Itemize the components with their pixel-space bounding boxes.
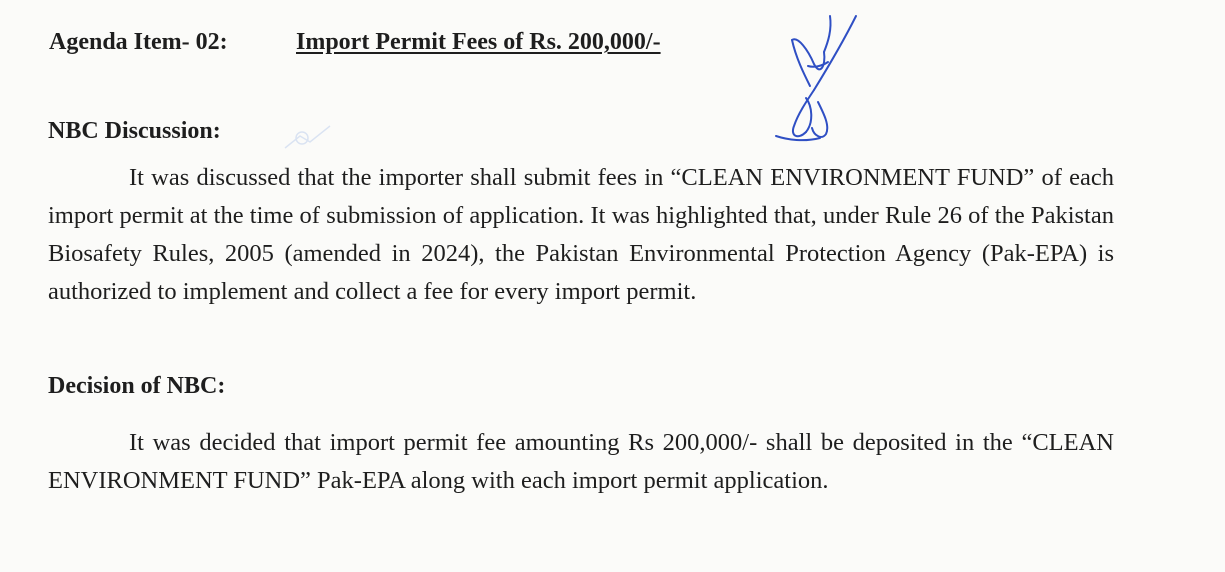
handwritten-signature	[768, 6, 868, 146]
faint-stamp-mark	[280, 118, 340, 158]
discussion-paragraph: It was discussed that the importer shall submit fees in “CLEAN ENVIRONMENT FUND” of each import permit at the time of submission of application. It was highlighted that, under Rule 26 of the Pakistan Biosafety Rules, 2005 (amended in 2024), the Pakistan Environmental Protection Agency (Pak-EPA) is authorized to implement and collect a fee for every import permit.	[48, 164, 1114, 305]
discussion-heading: NBC Discussion:	[48, 118, 221, 144]
agenda-item-title: Import Permit Fees of Rs. 200,000/-	[296, 29, 661, 55]
agenda-item-label: Agenda Item- 02:	[49, 29, 228, 55]
decision-paragraph: It was decided that import permit fee amounting Rs 200,000/- shall be deposited in the “CLEAN ENVIRONMENT FUND” Pak-EPA along with each import permit application.	[48, 429, 1114, 494]
decision-heading: Decision of NBC:	[48, 373, 226, 399]
